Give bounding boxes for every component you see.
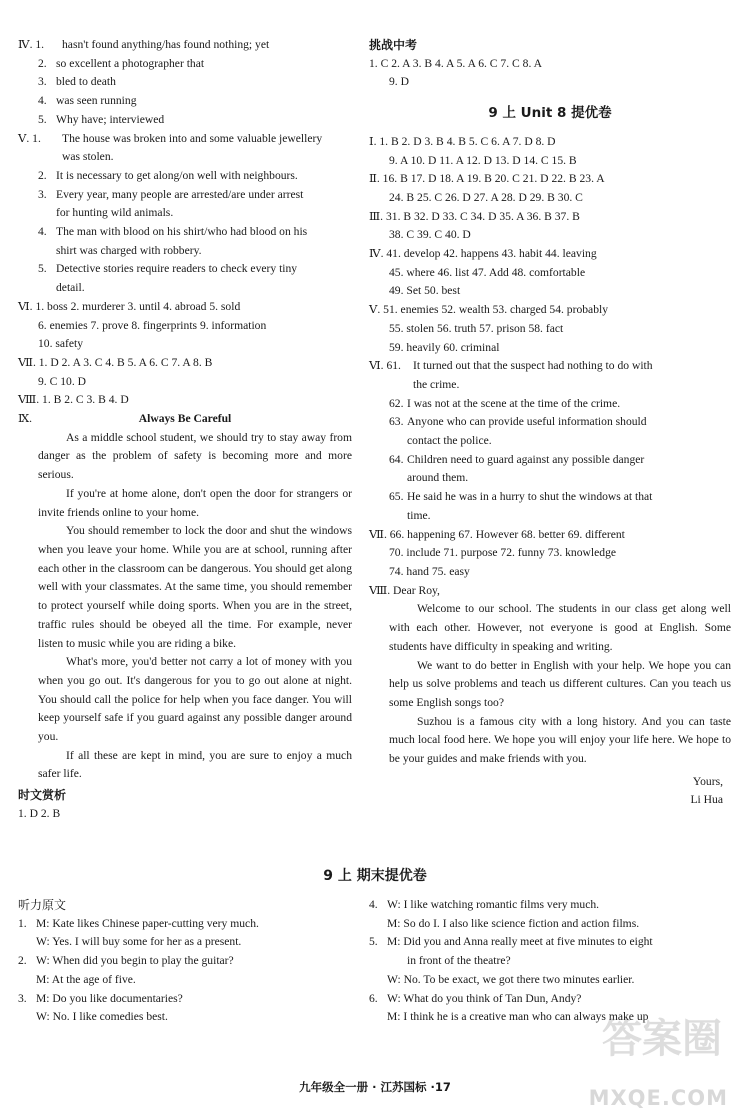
section-4-answers bbox=[18, 36, 352, 130]
answer-line: 24. B 25. C 26. D 27. A 28. D 29. B 30. C bbox=[389, 190, 583, 204]
transcript-line: M: Did you and Anna really meet at five minutes to eight bbox=[387, 935, 653, 949]
answer-item bbox=[18, 73, 352, 92]
answer-line: 74. hand 75. easy bbox=[389, 564, 470, 578]
watermark bbox=[582, 1016, 732, 1111]
answer-item bbox=[18, 186, 352, 223]
answer-item bbox=[18, 130, 352, 167]
letter-signature: Li Hua bbox=[690, 793, 723, 807]
answer-item-text: shirt was charged with robbery. bbox=[56, 243, 202, 257]
answer-line: 9. A 10. D 11. A 12. D 13. D 14. C 15. B bbox=[389, 153, 577, 167]
answer-line: 45. where 46. list 47. Add 48. comfortable bbox=[389, 265, 586, 279]
transcript-item bbox=[18, 915, 360, 952]
answer-item-text: The man with blood on his shirt/who had blood on his bbox=[56, 225, 308, 239]
answer-line: 6. enemies 7. prove 8. fingerprints 9. information bbox=[38, 318, 267, 332]
answer-item bbox=[18, 92, 352, 111]
transcript-line: M: Kate likes Chinese paper-cutting very much. bbox=[36, 916, 259, 930]
answer-item-number: Ⅵ. 61. bbox=[369, 359, 401, 373]
answer-item-number: 4. bbox=[38, 94, 47, 108]
answer-item-text: for hunting wild animals. bbox=[56, 206, 174, 220]
letter-closing: Yours, bbox=[692, 774, 723, 788]
letter-body bbox=[369, 600, 731, 768]
essay-paragraph: What's more, you'd better not carry a lot of money with you when you go out. It's dangerous for you to go out alone at night. You should call the police for help when you face danger. You will keep yourself safe if you guard against any possible danger around you. bbox=[38, 655, 352, 744]
transcript-items-left bbox=[18, 915, 360, 1027]
right-column bbox=[369, 36, 731, 810]
listening-transcript-right bbox=[369, 896, 731, 1027]
answer-item-text: bled to death bbox=[56, 75, 116, 89]
answer-item-number: 5. bbox=[38, 112, 47, 126]
answer-item-text: contact the police. bbox=[407, 434, 492, 448]
letter-paragraph: We want to do better in English with your help. We hope you can help us solve problems and teach us different cultures. Can you teach us some English songs too? bbox=[389, 658, 731, 709]
answer-line: Ⅵ. 1. boss 2. murderer 3. until 4. abroad 5. sold bbox=[18, 299, 241, 313]
answer-item-text: was seen running bbox=[56, 94, 137, 108]
section-V-answers bbox=[369, 301, 731, 357]
transcript-item bbox=[369, 896, 731, 933]
answer-item bbox=[18, 111, 352, 130]
answer-item-number: 3. bbox=[38, 187, 47, 201]
answer-line: 59. heavily 60. criminal bbox=[389, 340, 500, 354]
answer-item-number: 65. bbox=[389, 490, 404, 504]
answer-item-text: The house was broken into and some valuable jewellery bbox=[62, 131, 323, 145]
answer-line: 10. safety bbox=[38, 337, 84, 351]
answer-item bbox=[18, 167, 352, 186]
section-9-label: Ⅸ. bbox=[18, 412, 33, 426]
listening-transcript-left bbox=[18, 896, 360, 1027]
section-5-answers bbox=[18, 130, 352, 298]
answer-item-number: Ⅳ. 1. bbox=[18, 38, 45, 51]
watermark-logo: 答案圈 bbox=[602, 1016, 722, 1062]
section-8-answers: Ⅷ. 1. B 2. C 3. B 4. D bbox=[18, 393, 129, 407]
answer-line: Ⅳ. 41. develop 42. happens 43. habit 44. leaving bbox=[369, 247, 597, 261]
letter-greeting: Ⅷ. Dear Roy, bbox=[369, 583, 440, 597]
answer-item bbox=[369, 357, 731, 394]
transcript-number: 5. bbox=[369, 935, 378, 949]
challenge-heading: 挑战中考 bbox=[369, 38, 418, 52]
essay-paragraph: If all these are kept in mind, you are sure to enjoy a much safer life. bbox=[38, 748, 352, 781]
transcript-number: 3. bbox=[18, 991, 27, 1005]
answer-item-text: He said he was in a hurry to shut the windows at that bbox=[407, 490, 653, 504]
answer-item-text: It turned out that the suspect had nothing to do with bbox=[413, 359, 653, 373]
answer-item-text: Why have; interviewed bbox=[56, 112, 165, 126]
essay-body bbox=[18, 429, 352, 784]
answer-line: Ⅶ. 66. happening 67. However 68. better 69. different bbox=[369, 527, 625, 541]
answer-item-text: around them. bbox=[407, 471, 469, 485]
transcript-line: M: So do I. I also like science fiction and action films. bbox=[387, 916, 640, 930]
section-7-answers bbox=[18, 354, 352, 391]
answer-item-text: was stolen. bbox=[62, 150, 114, 164]
answer-line: Ⅴ. 51. enemies 52. wealth 53. charged 54. probably bbox=[369, 303, 609, 317]
transcript-line: in front of the theatre? bbox=[407, 954, 511, 968]
answer-line: 70. include 71. purpose 72. funny 73. knowledge bbox=[389, 546, 617, 560]
answer-line: 38. C 39. C 40. D bbox=[389, 228, 471, 242]
answer-item-number: 5. bbox=[38, 262, 47, 276]
challenge-answers bbox=[369, 55, 731, 92]
answer-item bbox=[18, 260, 352, 297]
answer-item-text: the crime. bbox=[413, 377, 460, 391]
answer-item-number: Ⅴ. 1. bbox=[18, 131, 41, 145]
watermark-text: MXQE.COM bbox=[588, 1086, 728, 1111]
answer-line: Ⅶ. 1. D 2. A 3. C 4. B 5. A 6. C 7. A 8. B bbox=[18, 355, 213, 369]
answer-line: 49. Set 50. best bbox=[389, 284, 461, 298]
answer-item-text: so excellent a photographer that bbox=[56, 56, 205, 70]
answer-item-number: 4. bbox=[38, 225, 47, 239]
transcript-line: W: When did you begin to play the guitar? bbox=[36, 954, 234, 968]
transcript-number: 4. bbox=[369, 898, 378, 911]
listening-heading: 听力原文 bbox=[18, 898, 67, 912]
page-footer: 九年级全一册 · 江苏国标 ·17 bbox=[299, 1080, 451, 1094]
transcript-line: W: Yes. I will buy some for her as a present. bbox=[36, 935, 242, 949]
answer-item-text: Children need to guard against any possible danger bbox=[407, 452, 645, 466]
answer-item-number: 2. bbox=[38, 56, 47, 70]
answer-line: Ⅲ. 31. B 32. D 33. C 34. D 35. A 36. B 37. B bbox=[369, 209, 580, 223]
essay-title: Always Be Careful bbox=[138, 412, 232, 426]
transcript-line: W: No. I like comedies best. bbox=[36, 1010, 168, 1024]
letter-paragraph: Suzhou is a famous city with a long history. And you can taste much local food here. We hope you will enjoy your life here. We hope to be your guides and make friends with you. bbox=[389, 714, 731, 766]
transcript-line: W: I like watching romantic films very much. bbox=[387, 898, 600, 911]
answer-item bbox=[369, 413, 731, 450]
essay bbox=[18, 410, 352, 784]
section-6-answers bbox=[18, 298, 352, 354]
transcript-items-right bbox=[369, 896, 731, 1027]
answer-item bbox=[18, 36, 352, 55]
answer-item-text: hasn't found anything/has found nothing; yet bbox=[62, 38, 270, 51]
answer-item-number: 64. bbox=[389, 452, 404, 466]
letter-paragraph: Welcome to our school. The students in our class get along well with each other. However, not everyone is good at English. Some students have difficulty in speaking and writing. bbox=[389, 602, 731, 653]
answer-item bbox=[18, 223, 352, 260]
answer-item-text: detail. bbox=[56, 281, 85, 295]
transcript-line: M: At the age of five. bbox=[36, 972, 136, 986]
transcript-number: 2. bbox=[18, 954, 27, 968]
transcript-line: W: What do you think of Tan Dun, Andy? bbox=[387, 991, 582, 1005]
section-I-answers bbox=[369, 133, 731, 170]
answer-item-number: 3. bbox=[38, 75, 47, 89]
transcript-number: 6. bbox=[369, 991, 378, 1005]
answer-item-text: I was not at the scene at the time of the crime. bbox=[407, 396, 621, 410]
answer-item bbox=[369, 395, 731, 414]
answer-line: Ⅱ. 16. B 17. D 18. A 19. B 20. C 21. D 22. B 23. A bbox=[369, 172, 605, 186]
transcript-item bbox=[369, 933, 731, 989]
answer-line: 55. stolen 56. truth 57. prison 58. fact bbox=[389, 321, 564, 335]
essay-paragraph: As a middle school student, we should try to stay away from danger as the problem of safety is becoming more and more serious. bbox=[38, 430, 352, 482]
essay-paragraph: If you're at home alone, don't open the door for strangers or invite friends online to your home. bbox=[38, 486, 352, 519]
left-column bbox=[18, 36, 352, 824]
section-VII-answers bbox=[369, 526, 731, 582]
answer-item-text: Detective stories require readers to check every tiny bbox=[56, 262, 298, 276]
reading-heading: 时文赏析 bbox=[18, 788, 67, 803]
answer-item bbox=[18, 55, 352, 74]
essay-paragraph: You should remember to lock the door and shut the windows when you leave your home. While you are at school, running after each other in the classroom can be dangerous. You should get along well with your classmates. At the same time, you should remember to protect yourself while doing sports. When you are in the street, traffic rules should be obeyed all the time. For example, never listen to music while you are riding a bike. bbox=[38, 524, 352, 650]
answer-item bbox=[369, 488, 731, 525]
transcript-number: 1. bbox=[18, 916, 27, 930]
transcript-line: W: No. To be exact, we got there two minutes earlier. bbox=[387, 972, 635, 986]
answer-line: 9. C 10. D bbox=[38, 374, 86, 388]
unit-title: 9 上 Unit 8 提优卷 bbox=[488, 105, 612, 122]
section-III-answers bbox=[369, 208, 731, 245]
answer-item-number: 63. bbox=[389, 415, 404, 429]
section-VI-answers bbox=[369, 357, 731, 525]
answer-item-number: 2. bbox=[38, 168, 47, 182]
answer-item-text: It is necessary to get along/on well with neighbours. bbox=[56, 168, 298, 182]
answer-item-text: Every year, many people are arrested/are under arrest bbox=[56, 187, 304, 201]
section-IV-answers bbox=[369, 245, 731, 301]
answer-item-text: Anyone who can provide useful information should bbox=[407, 415, 647, 429]
answer-item-number: 62. bbox=[389, 396, 404, 410]
transcript-line: M: Do you like documentaries? bbox=[36, 991, 183, 1005]
section-II-answers bbox=[369, 170, 731, 207]
answer-line: 9. D bbox=[389, 75, 409, 89]
answer-item-text: time. bbox=[407, 508, 431, 522]
exam-title: 9 上 期末提优卷 bbox=[323, 868, 427, 884]
answer-line: Ⅰ. 1. B 2. D 3. B 4. B 5. C 6. A 7. D 8. D bbox=[369, 134, 556, 148]
answer-line: 1. C 2. A 3. B 4. A 5. A 6. C 7. C 8. A bbox=[369, 56, 542, 70]
transcript-item bbox=[18, 990, 360, 1027]
transcript-line: M: I think he is a creative man who can always make up bbox=[387, 1010, 649, 1024]
transcript-item bbox=[18, 952, 360, 989]
reading-answers: 1. D 2. B bbox=[18, 806, 61, 820]
answer-item bbox=[369, 451, 731, 488]
